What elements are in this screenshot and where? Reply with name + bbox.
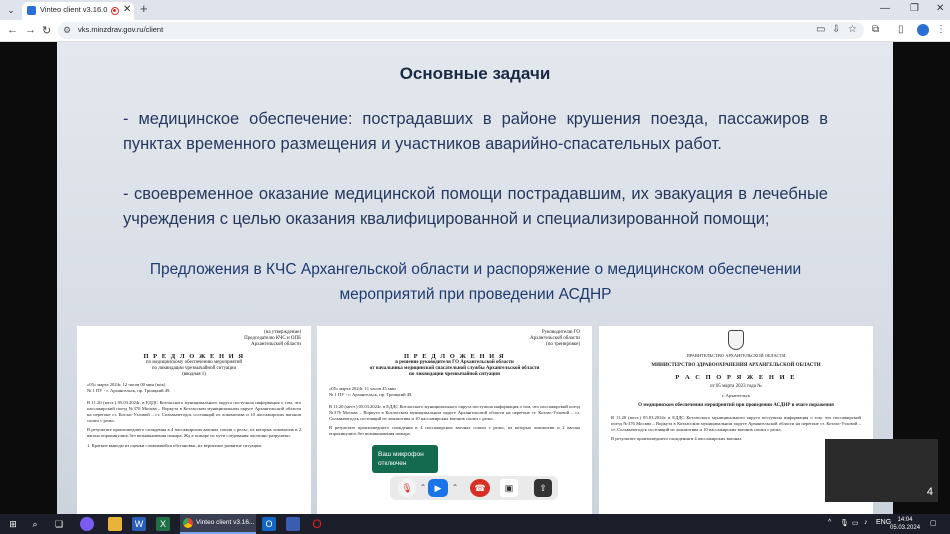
doc2-date: «05» марта 2024г. 11 часов 45 мин <box>329 386 396 391</box>
slide-title: Основные задачи <box>399 64 551 83</box>
doc1-number: № 1 ПУ - г. Архангельск, пр. Троицкий 49. <box>87 388 171 393</box>
doc3-title: Р А С П О Р Я Ж Е Н И Е <box>675 374 797 381</box>
browser-tab-strip <box>0 0 950 20</box>
document-proposal-kchs <box>77 326 311 514</box>
doc1-header-3: Архангельской области <box>251 342 301 347</box>
doc1-date: «05» марта 2024г. 12 часов 00 мин (мск) <box>87 382 166 387</box>
address-bar[interactable] <box>58 22 864 39</box>
slide-bullet-1: - медицинское обеспечение: пострадавших в районе крушения поезда, пассажиров в пунктах временного размещения и участников аварийно-спасательных работ. <box>123 110 828 153</box>
doc2-body-2: В результате произошедшего схождения в 4 пассажирских вагонах сошли с рельс, из которых локомотив и 2 вагона опрокинулись без возникновения пожара. <box>329 425 580 436</box>
doc2-title: П Р Е Д Л О Ж Е Н И Я <box>403 353 506 360</box>
recording-icon <box>111 7 119 15</box>
url-text[interactable]: vks.minzdrav.gov.ru/client <box>78 25 164 34</box>
vinteo-favicon-icon <box>27 6 36 15</box>
doc1-body: В 11.20 (мест.) 05.03.2024г. в ЕДДС Котласского муниципального округа поступила информация о том, что пассажирский поезд №376 Москва – Воркута в Котласском муниципальном округе Архангельской области на перегоне ст. Котлас-Узловой – ст. Сольвычегодск состоящий из локомотива и 10 пассажирских вагонов сошел с рельс. <box>87 400 301 423</box>
clock-date: 05.03.2024 <box>890 525 921 531</box>
app-network-icon[interactable] <box>286 517 300 531</box>
file-explorer-icon[interactable] <box>108 517 122 531</box>
tray-chevron-icon[interactable]: ^ <box>828 519 832 526</box>
doc3-city: г. Архангельск <box>722 393 750 398</box>
doc1-subtitle-3: (вводная 1) <box>182 372 206 377</box>
mic-tray-icon[interactable]: 🎙 <box>840 520 849 527</box>
doc2-subtitle-3: по ликвидации чрезвычайной ситуации <box>409 372 500 377</box>
camera-icon[interactable]: ▶ <box>428 479 448 497</box>
bookmark-star-icon[interactable]: ☆ <box>848 24 857 35</box>
excel-icon[interactable]: X <box>156 517 170 531</box>
slide-bullet-2: - своевременное оказание медицинской помощи пострадавшим, их эвакуация в лечебные учреждения с целью оказания квалифицированной и специализированной помощи; <box>123 185 828 228</box>
participant-video-tile[interactable] <box>825 439 938 502</box>
doc1-header-1: (на утверждение) <box>264 330 301 335</box>
menu-dots-icon[interactable]: ⋮ <box>936 24 946 35</box>
tab-vinteo-client[interactable] <box>22 2 134 20</box>
taskbar-chrome-window[interactable] <box>180 514 256 534</box>
doc3-date: от 05 марта 2023 года № <box>710 384 762 389</box>
site-info-icon[interactable]: ⚙ <box>63 25 72 35</box>
doc1-subtitle-2: по ликвидации чрезвычайной ситуации <box>151 366 237 371</box>
doc3-government: ПРАВИТЕЛЬСТВО АРХАНГЕЛЬСКОЙ ОБЛАСТИ <box>686 353 786 358</box>
doc2-body: В 11.20 (мест.) 05.03.2024г. в ЕДДС Котласского муниципального округа поступила информация о том, что пассажирский поезд №376 Москва – Воркута в Котласском муниципальном округе Архангельской области на перегоне ст. Котлас-Узловой – ст. Сольвычегодск состоящий из локомотива и 10 пассажирских вагонов сошел с рельс. <box>329 404 581 421</box>
doc3-body-2: В результате произошедшего схождения в 4 пассажирских вагонах <box>611 436 742 441</box>
browser-toolbar <box>0 20 950 42</box>
layout-icon[interactable]: ▣ <box>500 479 518 497</box>
taskbar-clock[interactable] <box>890 516 920 532</box>
side-panel-icon[interactable]: ▯ <box>898 24 904 35</box>
clock-time: 14:04 <box>897 517 913 523</box>
maximize-button[interactable]: ❐ <box>910 3 919 14</box>
doc1-subtitle-1: по медицинскому обеспечению мероприятий <box>145 360 243 365</box>
close-window-button[interactable]: ✕ <box>936 3 945 14</box>
coat-of-arms-icon <box>728 330 744 350</box>
windows-taskbar <box>0 514 950 534</box>
doc1-body-2: В результате произошедшего схождения в 4 пассажирских вагонах сошли с рельс, из которых локомотив и 2 вагона опрокинулись без возникновения пожара. Жд в пожаре по пути следования частично разрушено. <box>87 427 301 438</box>
slide-proposal: Предложения в КЧС Архангельской области и распоряжение о медицинском обеспечении мероприятий при проведении АСДНР <box>149 261 802 303</box>
chrome-icon <box>183 518 193 528</box>
app-purple-icon[interactable] <box>80 517 94 531</box>
participant-number: 4 <box>926 486 933 498</box>
reload-icon[interactable]: ↻ <box>42 25 52 37</box>
doc3-ministry: МИНИСТЕРСТВО ЗДРАВООХРАНЕНИЯ АРХАНГЕЛЬСКОЙ ОБЛАСТИ <box>651 363 821 368</box>
mic-options-chevron-icon[interactable]: ⌃ <box>419 483 427 492</box>
taskbar-chrome-label: Vinteo client v3.16... <box>196 519 255 526</box>
volume-tray-icon[interactable]: ♪ <box>864 519 868 526</box>
tab-search-icon[interactable]: ⌄ <box>7 5 15 15</box>
doc1-header-2: Председателю КЧС и ОПБ <box>244 336 301 341</box>
notifications-icon[interactable]: ▢ <box>930 520 937 527</box>
doc2-subtitle-1: в решение руководителя ГО Архангельской области <box>395 360 514 365</box>
profile-avatar[interactable] <box>917 24 929 36</box>
hang-up-icon[interactable]: ☎ <box>470 479 490 497</box>
search-icon[interactable]: ⌕ <box>32 519 38 529</box>
page-viewport <box>0 42 950 514</box>
camera-options-chevron-icon[interactable]: ⌃ <box>451 483 459 492</box>
screen-share-icon[interactable]: ⇧ <box>534 479 552 497</box>
new-tab-button[interactable]: + <box>140 1 148 16</box>
back-arrow-icon[interactable]: ← <box>7 24 18 36</box>
install-app-icon[interactable]: ⇩ <box>832 24 841 35</box>
mic-muted-icon[interactable]: 🎙 <box>398 479 416 497</box>
forward-arrow-icon[interactable]: → <box>25 24 36 36</box>
doc3-body: В 11.20 (мест.) 05.03.2024г. в ЕДДС Котласского муниципального округа поступила информация о том, что пассажирский поезд №376 Москва – Воркута в Котласском муниципальном округе Архангельской области на перегоне ст. Котлас-Узловой – ст. Сольвычегодск состоящий из локомотива и 10 пассажирских вагонов сошел с рельс. <box>611 415 861 432</box>
opera-icon[interactable]: O <box>312 517 322 531</box>
doc2-subtitle-2: от начальника медицинской спасательной службы Архангельской области <box>369 366 540 371</box>
doc1-title: П Р Е Д Л О Ж Е Н И Я <box>143 353 245 360</box>
network-tray-icon[interactable]: ▭ <box>852 520 859 527</box>
tab-close-icon[interactable]: ✕ <box>123 4 132 15</box>
doc1-list-item: 1. Краткие выводы из оценки сложившейся обстановки, их вероятное развитие ситуации. <box>87 443 263 448</box>
cast-icon[interactable]: ▭ <box>816 24 826 35</box>
outlook-icon[interactable]: O <box>262 517 276 531</box>
language-indicator[interactable]: ENG <box>876 519 892 526</box>
doc2-header-1: Руководителю ГО <box>541 330 580 335</box>
task-view-icon[interactable]: ❏ <box>54 519 64 529</box>
doc2-header-3: (по тренировке) <box>546 342 580 347</box>
doc3-subject: О медицинском обеспечении мероприятий при проведении АСДНР в очаге поражения <box>638 403 834 408</box>
doc2-number: № 1 ПУ - г. Архангельск, пр. Троицкий 49. <box>329 392 413 397</box>
mic-muted-tooltip: Ваш микрофон отключен <box>372 445 438 473</box>
word-icon[interactable]: W <box>132 517 146 531</box>
minimize-button[interactable]: — <box>880 3 890 14</box>
doc2-header-2: Архангельской области <box>530 336 580 341</box>
tab-title: Vinteo client v3.16.0 <box>40 5 108 14</box>
start-windows-icon[interactable]: ⊞ <box>9 519 17 529</box>
extensions-icon[interactable]: ⧉ <box>872 24 880 35</box>
presentation-slide <box>57 42 893 514</box>
call-controls-bar <box>390 476 558 500</box>
